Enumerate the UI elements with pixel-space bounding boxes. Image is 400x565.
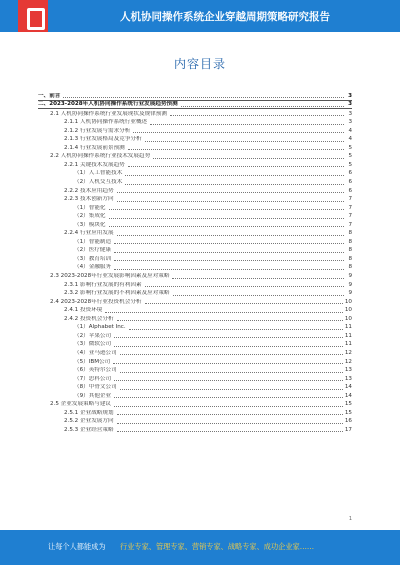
toc-entry-page: 9 <box>348 273 352 280</box>
toc-entry-page: 8 <box>348 230 352 237</box>
toc-entry[interactable] <box>38 169 352 178</box>
toc-entry-page: 10 <box>344 315 352 322</box>
toc-leader-dots <box>117 320 343 321</box>
toc-entry-title: 2.5.1 企业战略规划 <box>64 409 114 416</box>
toc-entry-title: 2.4.2 投资机会分析 <box>64 315 114 322</box>
toc-entry-title: （4）亚马逊公司 <box>74 349 117 356</box>
toc-entry[interactable] <box>38 212 352 221</box>
toc-leader-dots <box>145 286 344 287</box>
toc-entry-page: 3 <box>348 110 352 117</box>
toc-leader-dots <box>114 260 344 261</box>
toc-leader-dots <box>109 226 344 227</box>
toc-leader-dots <box>128 166 344 167</box>
toc-entry-title: 2.3 2023-2028年行业发展影响因素及应对策略 <box>50 273 170 280</box>
toc-entry[interactable] <box>38 383 352 392</box>
toc-entry-page: 15 <box>344 401 352 408</box>
toc-entry[interactable] <box>38 289 352 298</box>
toc-entry-page: 15 <box>344 409 352 416</box>
report-title: 人机协同操作系统企业穿越周期策略研究报告 <box>120 11 330 23</box>
toc-leader-dots <box>120 354 343 355</box>
toc-entry-page: 12 <box>344 358 352 365</box>
toc-leader-dots <box>181 106 344 107</box>
toc-entry-title: 2.2.2 技术应用趋势 <box>64 187 114 194</box>
toc-leader-dots <box>170 115 344 116</box>
toc-entry[interactable] <box>38 408 352 417</box>
toc-entry-title: 2.4.1 投资环境 <box>64 307 103 314</box>
toc-entry[interactable] <box>38 126 352 135</box>
toc-entry-page: 4 <box>348 136 352 143</box>
toc-entry[interactable] <box>38 118 352 127</box>
toc-entry-title: 二、2023-2028年人机协同操作系统行业发展趋势预测 <box>38 101 178 108</box>
toc-leader-dots <box>125 175 344 176</box>
toc-leader-dots <box>114 346 343 347</box>
toc-leader-dots <box>63 97 344 98</box>
toc-entry[interactable] <box>38 331 352 340</box>
toc-entry-page: 7 <box>348 213 352 220</box>
toc-leader-dots <box>125 184 344 185</box>
toc-leader-dots <box>133 132 344 133</box>
toc-leader-dots <box>114 380 343 381</box>
toc-entry-page: 11 <box>344 332 352 339</box>
toc-entry-title: （3）微软公司 <box>74 341 112 348</box>
toc-entry-page: 8 <box>348 238 352 245</box>
toc-entry-title: 2.5.2 企业发展方向 <box>64 418 114 425</box>
toc-entry-title: 2.1.3 行业发展格局及竞争分析 <box>64 136 142 143</box>
header-bar <box>0 0 400 32</box>
toc-entry-page: 6 <box>348 187 352 194</box>
toc-entry-title: 一、前言 <box>38 92 61 99</box>
toc-entry-title: 2.5 企业发展策略与建议 <box>50 401 112 408</box>
toc-leader-dots <box>114 252 344 253</box>
toc-leader-dots <box>128 149 344 150</box>
footer-bar <box>0 530 400 565</box>
toc-entry-title: （2）集成化 <box>74 213 106 220</box>
toc-entry[interactable] <box>38 366 352 375</box>
footer-lead-text: 让每个人都能成为 <box>48 542 106 551</box>
toc-entry-page: 8 <box>348 255 352 262</box>
toc-entry[interactable] <box>38 135 352 144</box>
toc-entry[interactable] <box>38 263 352 272</box>
toc-entry-title: 2.2.4 行业应用发展 <box>64 230 114 237</box>
toc-leader-dots <box>153 158 344 159</box>
toc-entry[interactable] <box>38 417 352 426</box>
toc-entry[interactable] <box>38 400 352 409</box>
toc-entry[interactable] <box>38 101 352 110</box>
toc-leader-dots <box>120 389 343 390</box>
toc-leader-dots <box>114 269 344 270</box>
toc-leader-dots <box>109 209 344 210</box>
toc-entry[interactable] <box>38 314 352 323</box>
toc-entry[interactable] <box>38 348 352 357</box>
toc-entry[interactable] <box>38 323 352 332</box>
toc-entry[interactable] <box>38 177 352 186</box>
toc-entry-page: 3 <box>348 92 352 99</box>
toc-leader-dots <box>145 141 344 142</box>
toc-entry-page: 7 <box>348 196 352 203</box>
toc-entry-page: 3 <box>348 119 352 126</box>
toc-leader-dots <box>117 431 343 432</box>
toc-entry-title: （1）智能化 <box>74 204 106 211</box>
toc-entry-page: 9 <box>348 290 352 297</box>
toc-entry[interactable] <box>38 143 352 152</box>
toc-entry-page: 16 <box>344 418 352 425</box>
toc-entry-page: 13 <box>344 375 352 382</box>
toc-leader-dots <box>117 235 344 236</box>
toc-leader-dots <box>114 397 343 398</box>
toc-entry-title: （4）金融服务 <box>74 264 112 271</box>
toc-entry-page: 14 <box>344 384 352 391</box>
toc-entry-page: 8 <box>348 264 352 271</box>
toc-leader-dots <box>105 312 342 313</box>
toc-entry[interactable] <box>38 425 352 434</box>
toc-entry-title: （7）思科公司 <box>74 375 112 382</box>
toc-entry-page: 5 <box>348 144 352 151</box>
toc-entry[interactable] <box>38 254 352 263</box>
toc-entry[interactable] <box>38 246 352 255</box>
toc-entry-title: 2.2.1 关键技术发展趋势 <box>64 161 125 168</box>
toc-entry-title: （3）模块化 <box>74 221 106 228</box>
toc-entry-page: 4 <box>348 127 352 134</box>
toc-leader-dots <box>117 423 343 424</box>
toc-leader-dots <box>117 192 344 193</box>
toc-entry-title: （9）其他企业 <box>74 392 112 399</box>
toc-entry-title: 2.1.2 行业发展与需求分析 <box>64 127 131 134</box>
toc-entry-title: （2）医疗健康 <box>74 247 112 254</box>
toc-leader-dots <box>113 363 343 364</box>
toc-entry-page: 13 <box>344 367 352 374</box>
toc-entry-title: 2.2 人机协同操作系统行业技术发展趋势 <box>50 153 151 160</box>
toc-leader-dots <box>129 329 343 330</box>
toc-leader-dots <box>114 406 343 407</box>
toc-entry-title: 2.2.3 技术创新方向 <box>64 196 114 203</box>
toc-entry-page: 6 <box>348 179 352 186</box>
page-number: 1 <box>348 516 352 522</box>
toc-leader-dots <box>114 243 344 244</box>
toc-entry-page: 10 <box>344 307 352 314</box>
toc-entry-page: 5 <box>348 153 352 160</box>
toc-entry-title: （8）甲骨文公司 <box>74 384 117 391</box>
toc-entry-page: 3 <box>348 101 352 108</box>
footer-roles-text: 行业专家、管理专家、营销专家、战略专家、成功企业家…… <box>120 542 315 551</box>
toc-entry-page: 17 <box>344 426 352 433</box>
toc-leader-dots <box>150 124 344 125</box>
toc-entry[interactable] <box>38 92 352 101</box>
toc-entry-title: 2.1.4 行业发展前景预测 <box>64 144 125 151</box>
toc-entry-page: 7 <box>348 204 352 211</box>
toc-leader-dots <box>173 295 344 296</box>
toc-leader-dots <box>109 218 344 219</box>
toc-entry-title: 2.5.3 企业经营策略 <box>64 426 114 433</box>
toc-entry[interactable] <box>38 374 352 383</box>
toc-leader-dots <box>117 201 344 202</box>
toc-entry-title: （5）IBM公司 <box>74 358 111 365</box>
toc-entry-title: （6）英特尔公司 <box>74 367 117 374</box>
toc-entry-page: 8 <box>348 247 352 254</box>
toc-entry-title: 2.4 2023-2028年行业投资机会分析 <box>50 298 142 305</box>
toc-entry[interactable] <box>38 297 352 306</box>
toc-entry[interactable] <box>38 391 352 400</box>
toc-entry[interactable] <box>38 195 352 204</box>
toc-leader-dots <box>117 414 343 415</box>
toc-entry[interactable] <box>38 186 352 195</box>
toc-entry-page: 10 <box>344 298 352 305</box>
toc-entry[interactable] <box>38 203 352 212</box>
toc-entry-title: 2.1.1 人机协同操作系统行业概述 <box>64 119 148 126</box>
toc-entry[interactable] <box>38 229 352 238</box>
toc-entry-title: 2.1 人机协同操作系统行业发展现状及规律预测 <box>50 110 167 117</box>
toc-entry-page: 5 <box>348 161 352 168</box>
toc-entry-title: 2.3.2 影响行业发展的不利因素及应对策略 <box>64 290 170 297</box>
table-of-contents <box>38 92 352 434</box>
toc-entry[interactable] <box>38 152 352 161</box>
toc-entry-title: （1）人工智能技术 <box>74 170 123 177</box>
toc-entry-title: （2）人机交互技术 <box>74 179 123 186</box>
toc-entry[interactable] <box>38 280 352 289</box>
toc-leader-dots <box>172 278 344 279</box>
page-title: 内容目录 <box>173 57 226 71</box>
toc-entry-page: 11 <box>344 341 352 348</box>
toc-leader-dots <box>120 372 343 373</box>
toc-entry-page: 7 <box>348 221 352 228</box>
toc-entry-title: （1）Alphabet Inc. <box>74 324 126 331</box>
toc-leader-dots <box>114 337 343 338</box>
toc-entry[interactable] <box>38 220 352 229</box>
toc-entry[interactable] <box>38 340 352 349</box>
toc-leader-dots <box>145 303 343 304</box>
toc-entry[interactable] <box>38 109 352 118</box>
toc-entry[interactable] <box>38 160 352 169</box>
toc-entry-title: （3）教育培训 <box>74 255 112 262</box>
toc-entry[interactable] <box>38 237 352 246</box>
document-logo-icon <box>18 0 48 32</box>
toc-entry[interactable] <box>38 271 352 280</box>
toc-entry-page: 12 <box>344 349 352 356</box>
toc-entry-title: （2）苹果公司 <box>74 332 112 339</box>
toc-entry-page: 14 <box>344 392 352 399</box>
toc-entry-title: 2.3.1 影响行业发展的有利因素 <box>64 281 142 288</box>
toc-entry-page: 9 <box>348 281 352 288</box>
toc-entry[interactable] <box>38 357 352 366</box>
toc-entry[interactable] <box>38 306 352 315</box>
toc-entry-page: 6 <box>348 170 352 177</box>
toc-entry-title: （1）智能制造 <box>74 238 112 245</box>
toc-entry-page: 11 <box>344 324 352 331</box>
